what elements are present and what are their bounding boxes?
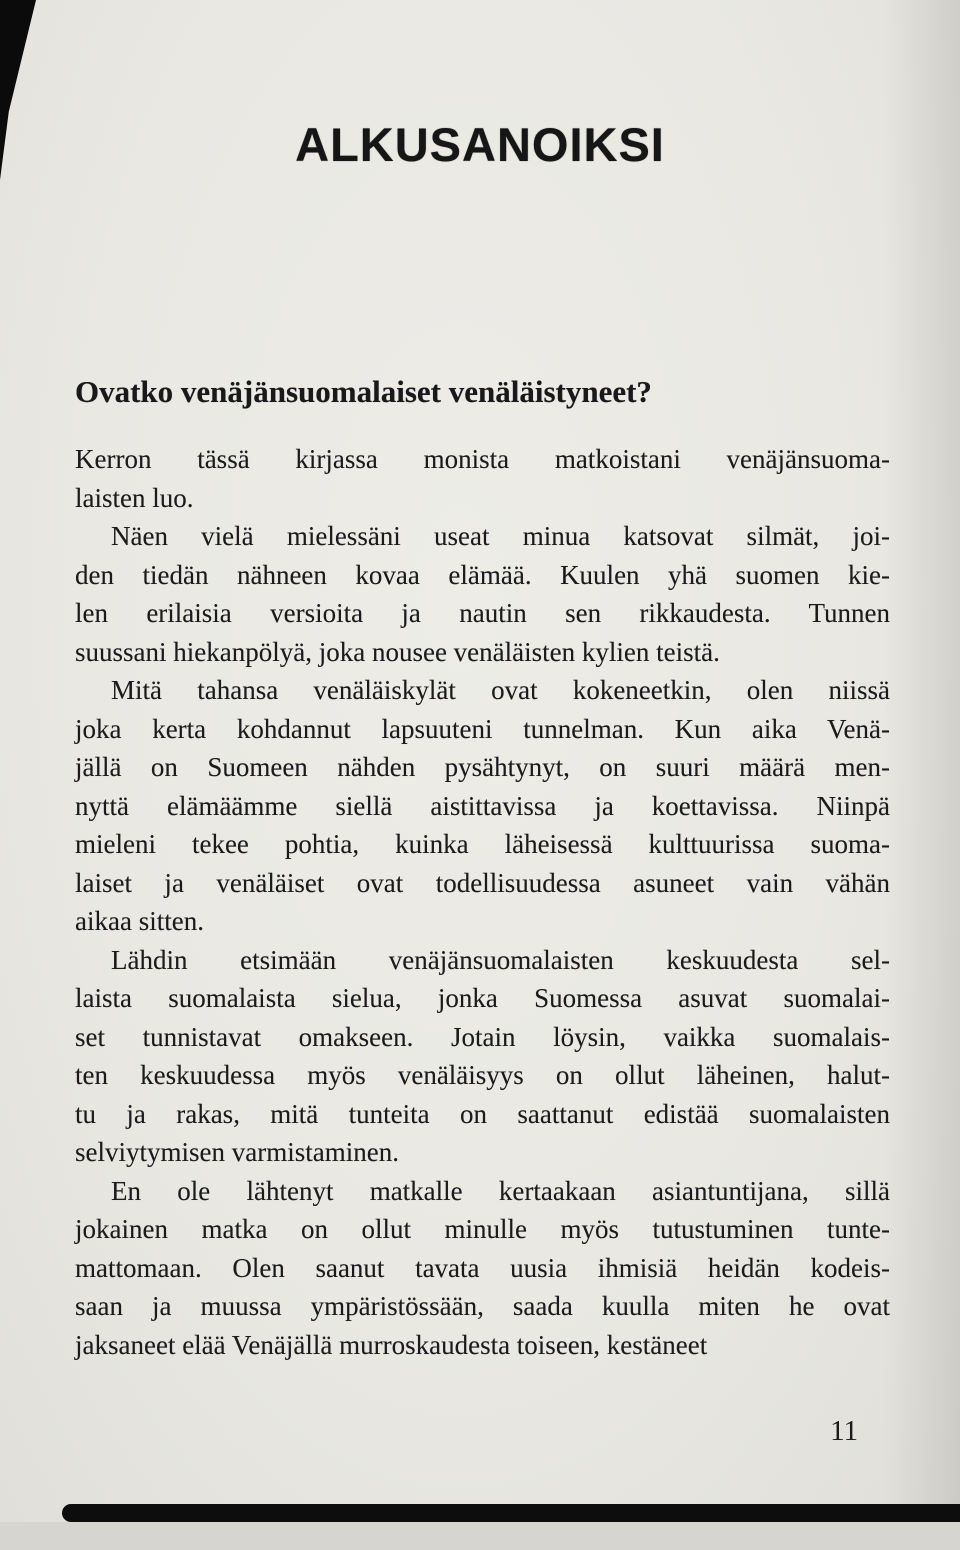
paragraph — [75, 517, 890, 671]
paragraph — [75, 1172, 890, 1365]
text-line: Kerron tässä kirjassa monista matkoistani venäjänsuoma- — [75, 444, 890, 474]
body-text — [75, 440, 890, 1364]
scan-bottom-edge — [0, 1522, 960, 1550]
text-line: Näen vielä mielessäni useat minua katsovat silmät, joi- — [111, 521, 890, 551]
paragraph — [75, 671, 890, 941]
text-line: mieleni tekee pohtia, kuinka läheisessä kulttuurissa suoma- — [75, 829, 890, 859]
text-line: laisten luo. — [75, 482, 194, 513]
text-line: Mitä tahansa venäläiskylät ovat kokeneetkin, olen niissä — [111, 675, 890, 705]
text-line: selviytymisen varmistaminen. — [75, 1137, 399, 1167]
page-title: ALKUSANOIKSI — [295, 118, 665, 172]
text-line: laista suomalaista sielua, jonka Suomessa asuvat suomalai- — [75, 983, 890, 1013]
text-line: suussani hiekanpölyä, joka nousee venäläisten kylien teistä. — [75, 636, 720, 667]
text-line: jällä on Suomeen nähden pysähtynyt, on suuri määrä men- — [75, 752, 890, 782]
paragraph — [75, 941, 890, 1172]
text-line: jokainen matka on ollut minulle myös tutustuminen tunte- — [75, 1214, 890, 1244]
text-line: nyttä elämäämme siellä aistittavissa ja koettavissa. Niinpä — [75, 790, 890, 821]
text-line: len erilaisia versioita ja nautin sen rikkaudesta. Tunnen — [75, 598, 890, 628]
scan-bottom-shadow-bar — [62, 1504, 960, 1522]
text-line: tu ja rakas, mitä tunteita on saattanut edistää suomalaisten — [75, 1098, 890, 1129]
section-heading: Ovatko venäjänsuomalaiset venäläistyneet? — [75, 373, 652, 409]
text-line: laiset ja venäläiset ovat todellisuudessa asuneet vain vähän — [75, 867, 890, 898]
text-line: joka kerta kohdannut lapsuuteni tunnelman. Kun aika Venä- — [75, 713, 890, 744]
text-line: Lähdin etsimään venäjänsuomalaisten keskuudesta sel- — [111, 944, 890, 975]
page-number: 11 — [830, 1415, 858, 1447]
text-line: set tunnistavat omakseen. Jotain löysin, vaikka suomalais- — [75, 1021, 890, 1052]
text-line: saan ja muussa ympäristössään, saada kuulla miten he ovat — [75, 1291, 890, 1321]
text-line: jaksaneet elää Venäjällä murroskaudesta toiseen, kestäneet — [75, 1329, 708, 1360]
paragraph — [75, 440, 890, 517]
text-line: En ole lähtenyt matkalle kertaakaan asiantuntijana, sillä — [111, 1175, 890, 1206]
text-line: mattomaan. Olen saanut tavata uusia ihmisiä heidän kodeis- — [75, 1252, 890, 1283]
text-line: ten keskuudessa myös venäläisyys on ollut läheinen, halut- — [75, 1060, 890, 1090]
text-line: aikaa sitten. — [75, 906, 204, 936]
text-line: den tiedän nähneen kovaa elämää. Kuulen yhä suomen kie- — [75, 559, 890, 590]
